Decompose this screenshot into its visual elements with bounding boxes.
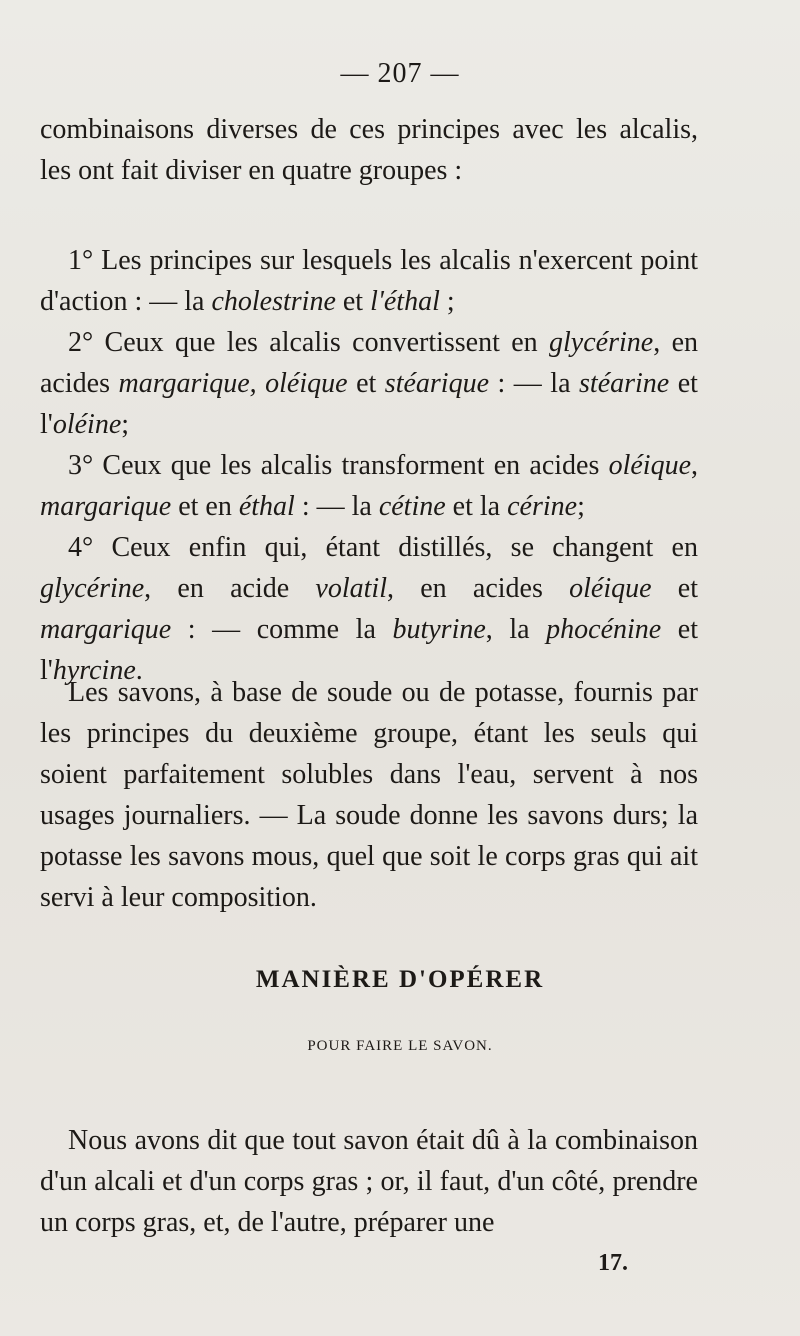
group-item-3: 3° Ceux que les alcalis transforment en acides oléique, margarique et en éthal : — la cétine et la cérine; [40,450,698,522]
section-subheading: POUR FAIRE LE SAVON. [307,1038,493,1054]
intro-text: combinaisons diverses de ces principes avec les alcalis, les ont fait diviser en quatre groupes : [40,114,698,186]
group-item-1: 1° Les principes sur lesquels les alcalis n'exercent point d'action : — la cholestrine et l'éthal ; [40,245,698,317]
page-number: — 207 — [340,58,460,89]
groups-list [40,240,698,691]
group-item-4: 4° Ceux enfin qui, étant distillés, se changent en glycérine, en acide volatil, en acides oléique et margarique : — comme la butyrine, la phocénine et l'hyrcine. [40,532,698,686]
method-paragraph-text: Nous avons dit que tout savon était dû à la combinaison d'un alcali et d'un corps gras ; or, il faut, d'un côté, prendre un corps gras, et, de l'autre, préparer une [40,1125,698,1238]
soap-paragraph-text: Les savons, à base de soude ou de potasse, fournis par les principes du deuxième groupe, étant les seuls qui soient parfaitement solubles dans l'eau, servent à nos usages journaliers. — La soude donne les savons durs; la potasse les savons mous, quel que soit le corps gras qui ait servi à leur composition. [40,677,698,913]
section-heading: MANIÈRE D'OPÉRER [255,966,545,993]
group-item-2: 2° Ceux que les alcalis convertissent en glycérine, en acides margarique, oléique et stéarique : — la stéarine et l'oléine; [40,327,698,440]
soap-paragraph [40,672,698,918]
method-paragraph [40,1120,698,1243]
intro-paragraph [40,109,698,191]
signature-mark: 17. [598,1250,628,1276]
